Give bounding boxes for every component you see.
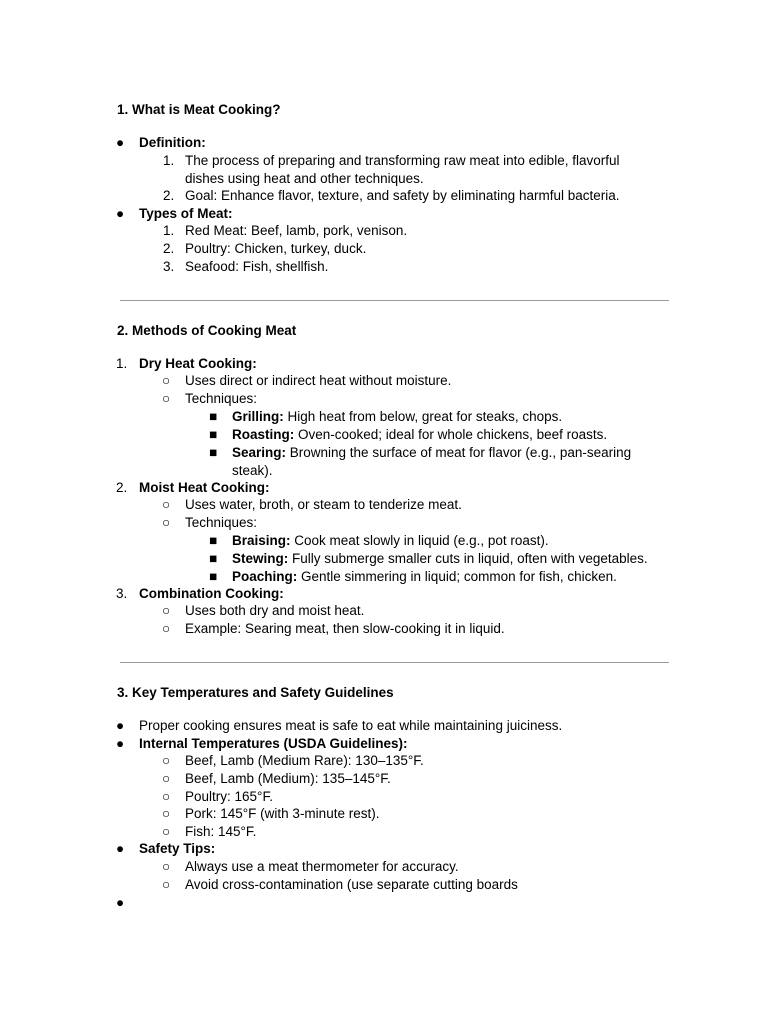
dry-heat-label: Dry Heat Cooking: xyxy=(139,356,257,371)
temp-item-3: Poultry: 165°F. xyxy=(185,789,273,804)
technique-term: Braising: xyxy=(232,533,291,548)
technique-text: Browning the surface of meat for flavor (e.g., pan-searing steak). xyxy=(232,445,632,478)
technique-term: Roasting: xyxy=(232,427,295,442)
type-item-1: Red Meat: Beef, lamb, pork, venison. xyxy=(185,223,408,238)
number-marker: 2. xyxy=(116,480,128,495)
circle-marker: ○ xyxy=(162,771,171,786)
technique-braising xyxy=(232,532,549,550)
safety-item-2: Avoid cross-contamination (use separate cutting boards xyxy=(185,877,518,892)
temps-label: Internal Temperatures (USDA Guidelines): xyxy=(139,736,408,751)
moist-heat-label: Moist Heat Cooking: xyxy=(139,480,270,495)
circle-marker: ○ xyxy=(162,515,171,530)
section-1-heading: 1. What is Meat Cooking? xyxy=(117,102,281,117)
safety-item-1: Always use a meat thermometer for accuracy. xyxy=(185,859,459,874)
section-3-heading: 3. Key Temperatures and Safety Guidelines xyxy=(117,685,394,700)
number-marker: 1. xyxy=(163,153,175,168)
combination-item-2: Example: Searing meat, then slow-cooking it in liquid. xyxy=(185,621,505,636)
intro-text: Proper cooking ensures meat is safe to eat while maintaining juiciness. xyxy=(139,718,563,733)
circle-marker: ○ xyxy=(162,824,171,839)
dry-techniques-label: Techniques: xyxy=(185,391,258,406)
square-marker: ■ xyxy=(209,445,218,460)
temp-item-2: Beef, Lamb (Medium): 135–145°F. xyxy=(185,771,391,786)
square-marker: ■ xyxy=(209,533,218,548)
circle-marker: ○ xyxy=(162,859,171,874)
bullet-marker: ● xyxy=(116,736,125,751)
technique-text: Cook meat slowly in liquid (e.g., pot roast). xyxy=(290,533,549,548)
type-item-3: Seafood: Fish, shellfish. xyxy=(185,259,329,274)
square-marker: ■ xyxy=(209,551,218,566)
technique-term: Poaching: xyxy=(232,569,298,584)
number-marker: 1. xyxy=(116,356,128,371)
technique-searing xyxy=(232,444,662,480)
circle-marker: ○ xyxy=(162,373,171,388)
definition-item-2: Goal: Enhance flavor, texture, and safety by eliminating harmful bacteria. xyxy=(185,188,620,203)
circle-marker: ○ xyxy=(162,806,171,821)
technique-roasting xyxy=(232,426,607,444)
types-label: Types of Meat: xyxy=(139,206,233,221)
circle-marker: ○ xyxy=(162,497,171,512)
type-item-2: Poultry: Chicken, turkey, duck. xyxy=(185,241,367,256)
temp-item-4: Pork: 145°F (with 3-minute rest). xyxy=(185,806,380,821)
moist-heat-desc: Uses water, broth, or steam to tenderize meat. xyxy=(185,497,462,512)
technique-stewing xyxy=(232,550,648,568)
horizontal-rule xyxy=(120,300,669,301)
square-marker: ■ xyxy=(209,409,218,424)
safety-label: Safety Tips: xyxy=(139,841,216,856)
definition-label: Definition: xyxy=(139,135,206,150)
moist-techniques-label: Techniques: xyxy=(185,515,258,530)
technique-text: Oven-cooked; ideal for whole chickens, beef roasts. xyxy=(294,427,608,442)
circle-marker: ○ xyxy=(162,621,171,636)
technique-term: Stewing: xyxy=(232,551,289,566)
number-marker: 2. xyxy=(163,188,175,203)
bullet-marker: ● xyxy=(116,718,125,733)
number-marker: 3. xyxy=(116,586,128,601)
horizontal-rule xyxy=(120,662,669,663)
dry-heat-desc: Uses direct or indirect heat without moisture. xyxy=(185,373,452,388)
technique-text: High heat from below, great for steaks, chops. xyxy=(283,409,563,424)
technique-grilling xyxy=(232,408,562,426)
bullet-marker: ● xyxy=(116,206,125,221)
temp-item-1: Beef, Lamb (Medium Rare): 130–135°F. xyxy=(185,753,424,768)
circle-marker: ○ xyxy=(162,753,171,768)
combination-item-1: Uses both dry and moist heat. xyxy=(185,603,365,618)
circle-marker: ○ xyxy=(162,877,171,892)
definition-item-1: The process of preparing and transforming raw meat into edible, flavorful dishes using heat and other techniques. xyxy=(185,153,620,186)
combination-label: Combination Cooking: xyxy=(139,586,284,601)
circle-marker: ○ xyxy=(162,789,171,804)
circle-marker: ○ xyxy=(162,391,171,406)
technique-text: Gentle simmering in liquid; common for fish, chicken. xyxy=(297,569,617,584)
section-2-heading: 2. Methods of Cooking Meat xyxy=(117,323,297,338)
technique-term: Grilling: xyxy=(232,409,284,424)
square-marker: ■ xyxy=(209,569,218,584)
number-marker: 2. xyxy=(163,241,175,256)
bullet-marker: ● xyxy=(116,135,125,150)
technique-term: Searing: xyxy=(232,445,287,460)
number-marker: 3. xyxy=(163,259,175,274)
number-marker: 1. xyxy=(163,223,175,238)
temp-item-5: Fish: 145°F. xyxy=(185,824,257,839)
technique-poaching xyxy=(232,568,617,586)
empty-bullet-marker: ● xyxy=(116,895,125,910)
square-marker: ■ xyxy=(209,427,218,442)
technique-text: Fully submerge smaller cuts in liquid, often with vegetables. xyxy=(288,551,648,566)
circle-marker: ○ xyxy=(162,603,171,618)
bullet-marker: ● xyxy=(116,841,125,856)
